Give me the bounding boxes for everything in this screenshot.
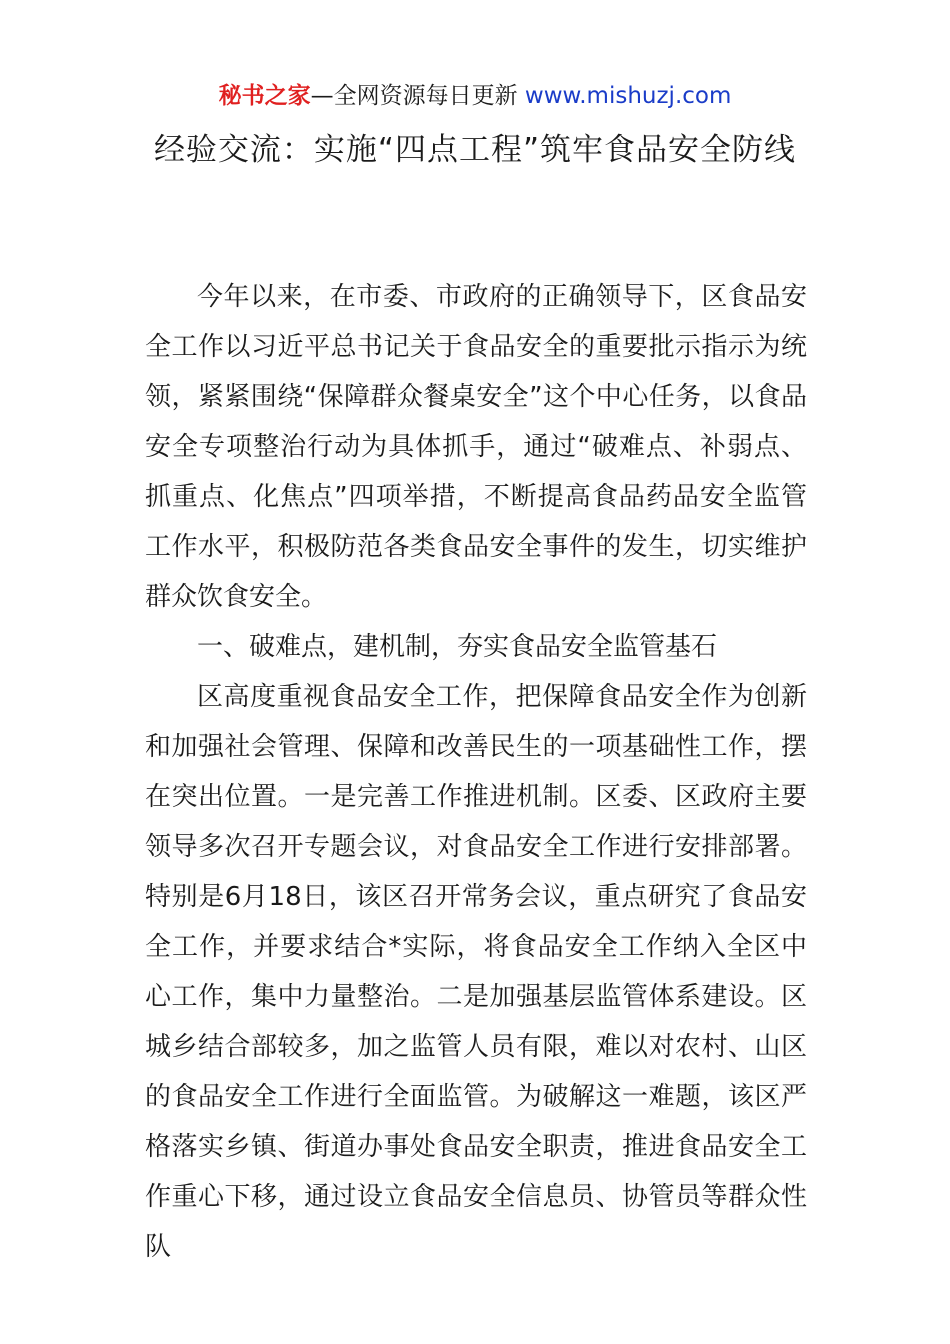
paragraph-intro: 今年以来，在市委、市政府的正确领导下，区食品安全工作以习近平总书记关于食品安全的重要批示指示为统领，紧紧围绕“保障群众餐桌安全”这个中心任务，以食品安全专项整治行动为具体抓手，通过“破难点、补弱点、抓重点、化焦点”四项举措，不断提高食品药品安全监管工作水平，积极防范各类食品安全事件的发生，切实维护群众饮食安全。 <box>145 282 807 612</box>
paragraph-section-1: 区高度重视食品安全工作，把保障食品安全作为创新和加强社会管理、保障和改善民生的一项基础性工作，摆在突出位置。一是完善工作推进机制。区委、区政府主要领导多次召开专题会议，对食品安全工作进行安排部署。特别是6月18日，该区召开常务会议，重点研究了食品安全工作，并要求结合*实际，将食品安全工作纳入全区中心工作，集中力量整治。二是加强基层监管体系建设。区城乡结合部较多，加之监管人员有限，难以对农村、山区的食品安全工作进行全面监管。为破解这一难题，该区严格落实乡镇、街道办事处食品安全职责，推进食品安全工作重心下移，通过设立食品安全信息员、协管员等群众性队 <box>145 682 807 1262</box>
site-url-link[interactable]: www.mishuzj.com <box>524 83 732 109</box>
site-tagline: —全网资源每日更新 <box>310 83 525 109</box>
site-header <box>0 80 950 112</box>
document-title: 经验交流：实施“四点工程”筑牢食品安全防线 <box>153 132 797 168</box>
document-body <box>145 272 807 1272</box>
section-heading-1: 一、破难点，建机制，夯实食品安全监管基石 <box>197 632 718 662</box>
site-brand: 秘书之家 <box>218 83 311 109</box>
